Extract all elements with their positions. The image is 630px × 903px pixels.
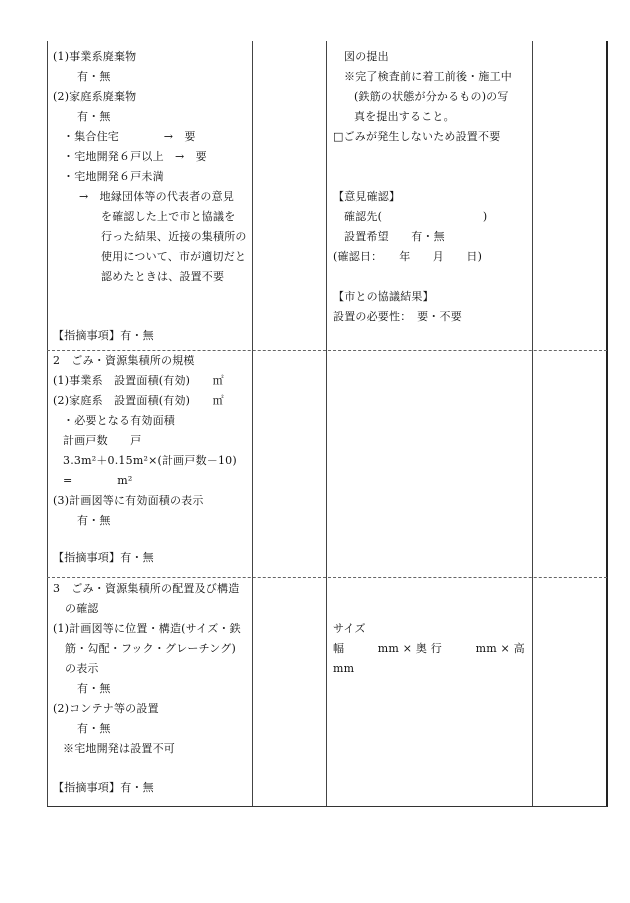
exception-note-line4: 使用について、市が適切だと [101, 250, 247, 263]
table-right-border [606, 41, 608, 807]
no-waste-checkbox-label: □ごみが発生しないため設置不要 [333, 130, 501, 143]
waste-household-option: 有・無 [77, 110, 111, 123]
opinion-check-heading: 【意見確認】 [333, 190, 401, 203]
development-under-six-rule: ・宅地開発６戸未満 [63, 170, 164, 183]
area-result: = m² [63, 474, 133, 487]
installation-wish: 設置希望 有・無 [344, 230, 445, 243]
photo-note-line3: 真を提出すること。 [354, 110, 455, 123]
drawing-submission: 図の提出 [344, 50, 389, 63]
city-consultation-heading: 【市との協議結果】 [333, 290, 434, 303]
size-dimensions: 幅 mm × 奥 行 mm × 高 [333, 642, 525, 655]
development-not-allowed-note: ※宅地開発は設置不可 [63, 742, 175, 755]
layout-display-line3: の表示 [65, 662, 99, 675]
household-area: (2)家庭系 設置面積(有効) ㎡ [53, 394, 224, 407]
layout-display-option: 有・無 [77, 682, 111, 695]
apartment-rule: ・集合住宅 → 要 [63, 130, 196, 143]
section1-remark: 【指摘事項】有・無 [53, 329, 154, 342]
waste-household-label: (2)家庭系廃棄物 [53, 90, 137, 103]
layout-display-line1: (1)計画図等に位置・構造(サイズ・鉄 [53, 622, 241, 635]
column-divider-1 [252, 41, 253, 807]
column-divider-3 [532, 41, 533, 807]
waste-business-option: 有・無 [77, 70, 111, 83]
business-area: (1)事業系 設置面積(有効) ㎡ [53, 374, 224, 387]
table-bottom-border [47, 806, 607, 807]
section3-heading-line1: 3 ごみ・資源集積所の配置及び構造 [53, 582, 240, 595]
section3-heading-line2: の確認 [65, 602, 99, 615]
exception-note-line5: 認めたときは、設置不要 [101, 270, 225, 283]
section3-remark: 【指摘事項】有・無 [53, 781, 154, 794]
section2-heading: 2 ごみ・資源集積所の規模 [53, 354, 195, 367]
row-divider-1 [47, 350, 607, 351]
waste-business-label: (1)事業系廃棄物 [53, 50, 137, 63]
size-label: サイズ [333, 622, 366, 635]
row-divider-2 [47, 577, 607, 578]
exception-note-line3: 行った結果、近接の集積所の [101, 230, 247, 243]
area-display-label: (3)計画図等に有効面積の表示 [53, 494, 204, 507]
photo-note-line1: ※完了検査前に着工前後・施工中 [344, 70, 512, 83]
exception-note-line2: を確認した上で市と協議を [101, 210, 236, 223]
development-six-plus-rule: ・宅地開発６戸以上 → 要 [63, 150, 207, 163]
layout-display-line2: 筋・勾配・フック・グレーチング) [65, 642, 236, 655]
planned-units: 計画戸数 戸 [63, 434, 142, 447]
container-label: (2)コンテナ等の設置 [53, 702, 159, 715]
photo-note-line2: (鉄筋の状態が分かるもの)の写 [354, 90, 509, 103]
area-display-option: 有・無 [77, 514, 111, 527]
size-unit-tail: mm [333, 662, 355, 675]
confirmation-date: (確認日： 年 月 日) [333, 250, 483, 263]
table-left-border [47, 41, 48, 807]
required-area-label: ・必要となる有効面積 [63, 414, 175, 427]
exception-note-line1: → 地縁団体等の代表者の意見 [79, 190, 235, 203]
container-option: 有・無 [77, 722, 111, 735]
area-formula: 3.3m²＋0.15m²×(計画戸数－10) [63, 454, 237, 467]
column-divider-2 [326, 41, 327, 807]
section2-remark: 【指摘事項】有・無 [53, 551, 154, 564]
installation-necessity: 設置の必要性： 要・不要 [333, 310, 462, 323]
opinion-check-target: 確認先( ) [344, 210, 488, 223]
